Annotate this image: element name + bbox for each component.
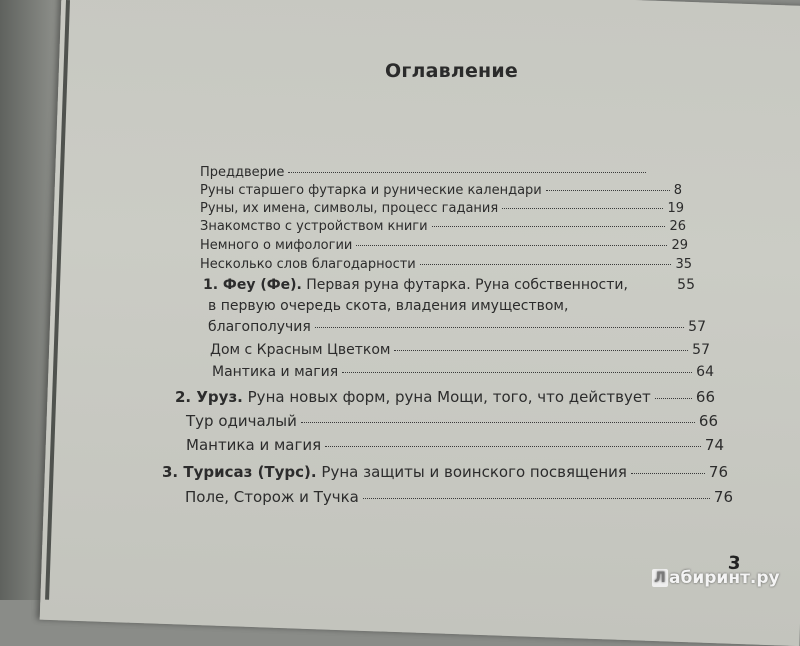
toc-entry-text: Руны старшего футарка и рунические календари — [200, 183, 542, 198]
toc-entry-text: Несколько слов благодарности — [200, 257, 416, 272]
toc-entry — [200, 201, 684, 216]
watermark-logo-icon: Л — [652, 569, 668, 587]
chapter-number: 2. Уруз. — [175, 388, 243, 406]
toc-entry-text: Поле, Сторож и Тучка — [185, 488, 359, 506]
page-title: Оглавление — [385, 60, 518, 82]
toc-page-number: 74 — [704, 436, 724, 454]
toc-leader — [315, 327, 684, 328]
toc-leader — [363, 498, 710, 499]
toc-entry — [210, 342, 710, 358]
toc-chapter — [162, 463, 728, 481]
chapter-title: Руна защиты и воинского посвящения — [321, 463, 627, 481]
toc-entry — [200, 165, 650, 180]
toc-leader — [631, 473, 705, 474]
toc-entry-text: Тур одичалый — [186, 412, 297, 430]
toc-page-number: 57 — [692, 342, 710, 358]
toc-leader — [420, 264, 672, 265]
toc-entry — [186, 436, 724, 454]
toc-leader — [325, 446, 701, 447]
toc-entry — [200, 238, 688, 253]
toc-page-number: 8 — [673, 183, 682, 198]
chapter-title: Руна новых форм, руна Мощи, того, что действует — [247, 388, 651, 406]
toc-entry-text — [203, 277, 628, 293]
toc-entry-text: Немного о мифологии — [200, 238, 353, 253]
toc-page-number: 66 — [695, 388, 715, 406]
toc-leader — [342, 372, 692, 373]
watermark-text: абиринт.ру — [669, 568, 780, 588]
toc-leader — [394, 350, 688, 351]
toc-entry-text: Руны, их имена, символы, процесс гадания — [200, 201, 499, 216]
toc-page-number: 55 — [677, 277, 695, 293]
toc-page-number: 57 — [688, 319, 706, 335]
toc-entry-text: Дом с Красным Цветком — [210, 342, 391, 358]
toc-page-number: 26 — [669, 219, 686, 234]
chapter-number: 3. Турисаз (Турс). — [162, 463, 317, 481]
watermark — [652, 568, 780, 588]
toc-entry-text: благополучия — [208, 319, 311, 335]
toc-entry-text — [175, 388, 651, 406]
toc-entry — [186, 412, 718, 430]
toc-entry-text: Знакомство с устройством книги — [200, 219, 428, 234]
toc-page-number: 76 — [713, 488, 733, 506]
toc-entry — [185, 488, 733, 506]
toc-chapter — [203, 277, 695, 293]
toc-page-number: 64 — [696, 364, 714, 380]
toc-leader — [356, 245, 667, 246]
toc-entry — [200, 183, 682, 198]
toc-page-number: 19 — [667, 201, 684, 216]
toc-page-number: 76 — [708, 463, 728, 481]
toc-entry-text — [162, 463, 627, 481]
toc-leader — [502, 208, 663, 209]
toc-entry — [212, 364, 714, 380]
toc-entry — [200, 219, 686, 234]
toc-leader — [301, 422, 695, 423]
toc-entry — [200, 257, 692, 272]
toc-entry-text: Мантика и магия — [212, 364, 339, 380]
toc-leader — [432, 226, 666, 227]
toc-page-number: 35 — [675, 257, 692, 272]
toc-chapter — [175, 388, 715, 406]
toc-entry-text: Мантика и магия — [186, 436, 322, 454]
toc-entry-text: Преддверие — [200, 165, 285, 180]
toc-entry-text: в первую очередь скота, владения имуществом, — [208, 298, 569, 314]
toc-leader — [288, 172, 646, 173]
chapter-number: 1. Феу (Фе). — [203, 277, 302, 293]
toc-page-number: 66 — [698, 412, 718, 430]
toc-page-number: 29 — [671, 238, 688, 253]
toc-leader — [546, 190, 670, 191]
toc-entry — [208, 298, 608, 314]
toc-leader — [655, 398, 692, 399]
chapter-title: Первая руна футарка. Руна собственности, — [306, 277, 628, 293]
page-number: 3 — [727, 552, 742, 575]
toc-entry — [208, 319, 706, 335]
